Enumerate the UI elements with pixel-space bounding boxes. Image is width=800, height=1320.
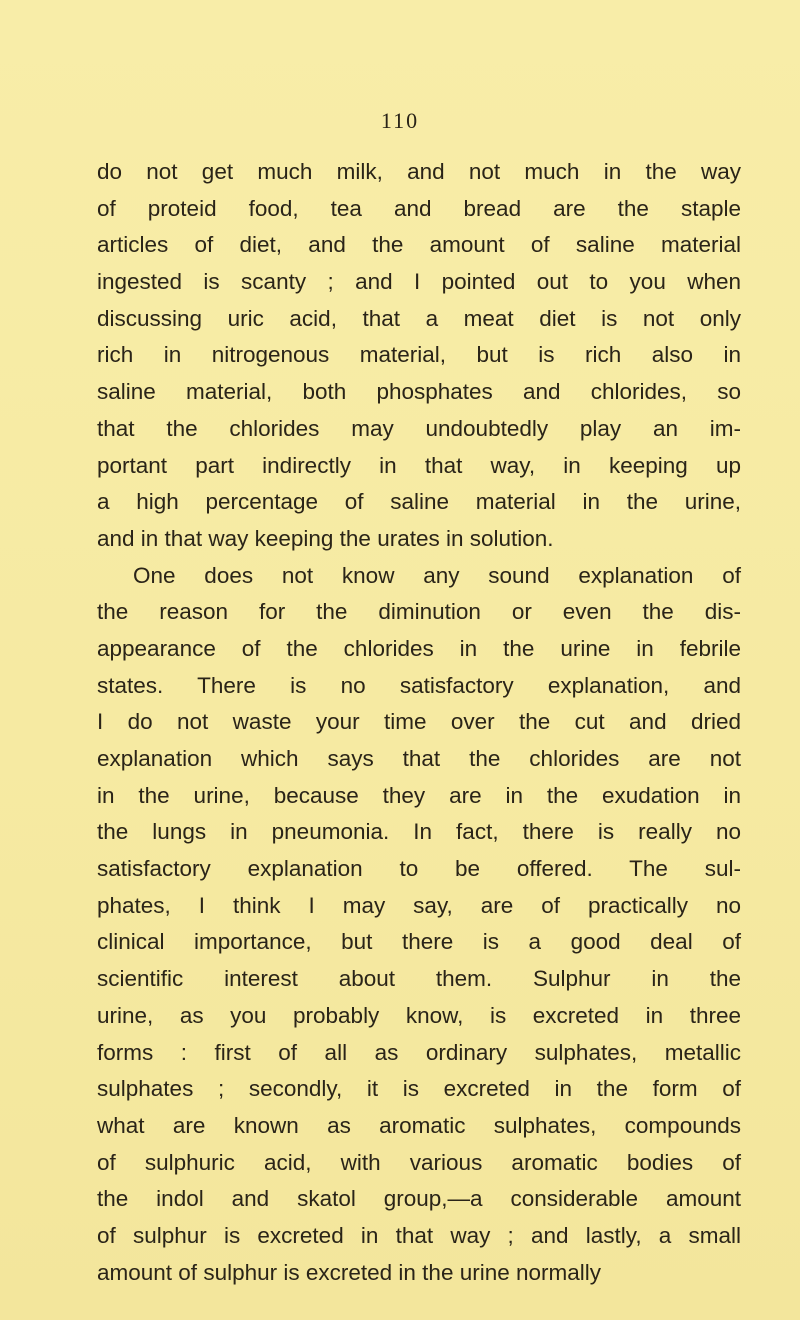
- text-line: do not get much milk, and not much in the way: [97, 159, 741, 184]
- text-line: I do not waste your time over the cut and dried: [97, 709, 741, 735]
- text-line: clinical importance, but there is a good deal of: [97, 929, 741, 955]
- text-line: discussing uric acid, that a meat diet is not only: [97, 305, 741, 331]
- text-line: what are known as aromatic sulphates, compounds: [97, 1112, 741, 1138]
- text-line: that the chlorides may undoubtedly play an im-: [97, 415, 741, 441]
- text-line: urine, as you probably know, is excreted in three: [97, 1002, 741, 1028]
- text-line: portant part indirectly in that way, in keeping up: [97, 452, 741, 478]
- text-line: articles of diet, and the amount of saline material: [97, 232, 741, 258]
- text-line: and in that way keeping the urates in solution.: [97, 525, 554, 551]
- page-number: 110: [380, 108, 420, 133]
- text-line: saline material, both phosphates and chlorides, so: [97, 379, 741, 405]
- text-line: sulphates ; secondly, it is excreted in the form of: [97, 1076, 741, 1102]
- text-line: forms : first of all as ordinary sulphates, metallic: [97, 1039, 741, 1065]
- text-line-paragraph-start: One does not know any sound explanation of: [133, 562, 741, 588]
- text-line: phates, I think I may say, are of practically no: [97, 892, 741, 918]
- text-line: the reason for the diminution or even the dis-: [97, 599, 741, 625]
- text-line: rich in nitrogenous material, but is rich also in: [97, 342, 741, 368]
- text-line: explanation which says that the chlorides are not: [97, 746, 741, 771]
- text-line: satisfactory explanation to be offered. The sul-: [97, 856, 741, 882]
- text-line: a high percentage of saline material in the urine,: [97, 489, 741, 515]
- text-line: amount of sulphur is excreted in the urine normally: [97, 1259, 602, 1285]
- text-line: states. There is no satisfactory explanation, and: [97, 672, 741, 698]
- text-line: of sulphur is excreted in that way ; and lastly, a small: [97, 1222, 741, 1248]
- text-line: the lungs in pneumonia. In fact, there is really no: [97, 819, 741, 845]
- text-line: in the urine, because they are in the exudation in: [97, 782, 741, 808]
- text-line: the indol and skatol group,—a considerable amount: [97, 1186, 741, 1212]
- text-line: ingested is scanty ; and I pointed out to you when: [97, 269, 741, 295]
- body-text: [97, 154, 741, 1291]
- text-line: of proteid food, tea and bread are the staple: [97, 195, 741, 221]
- text-line: scientific interest about them. Sulphur in the: [97, 966, 741, 992]
- text-line: of sulphuric acid, with various aromatic bodies of: [97, 1149, 741, 1175]
- text-line: appearance of the chlorides in the urine in febrile: [97, 635, 741, 661]
